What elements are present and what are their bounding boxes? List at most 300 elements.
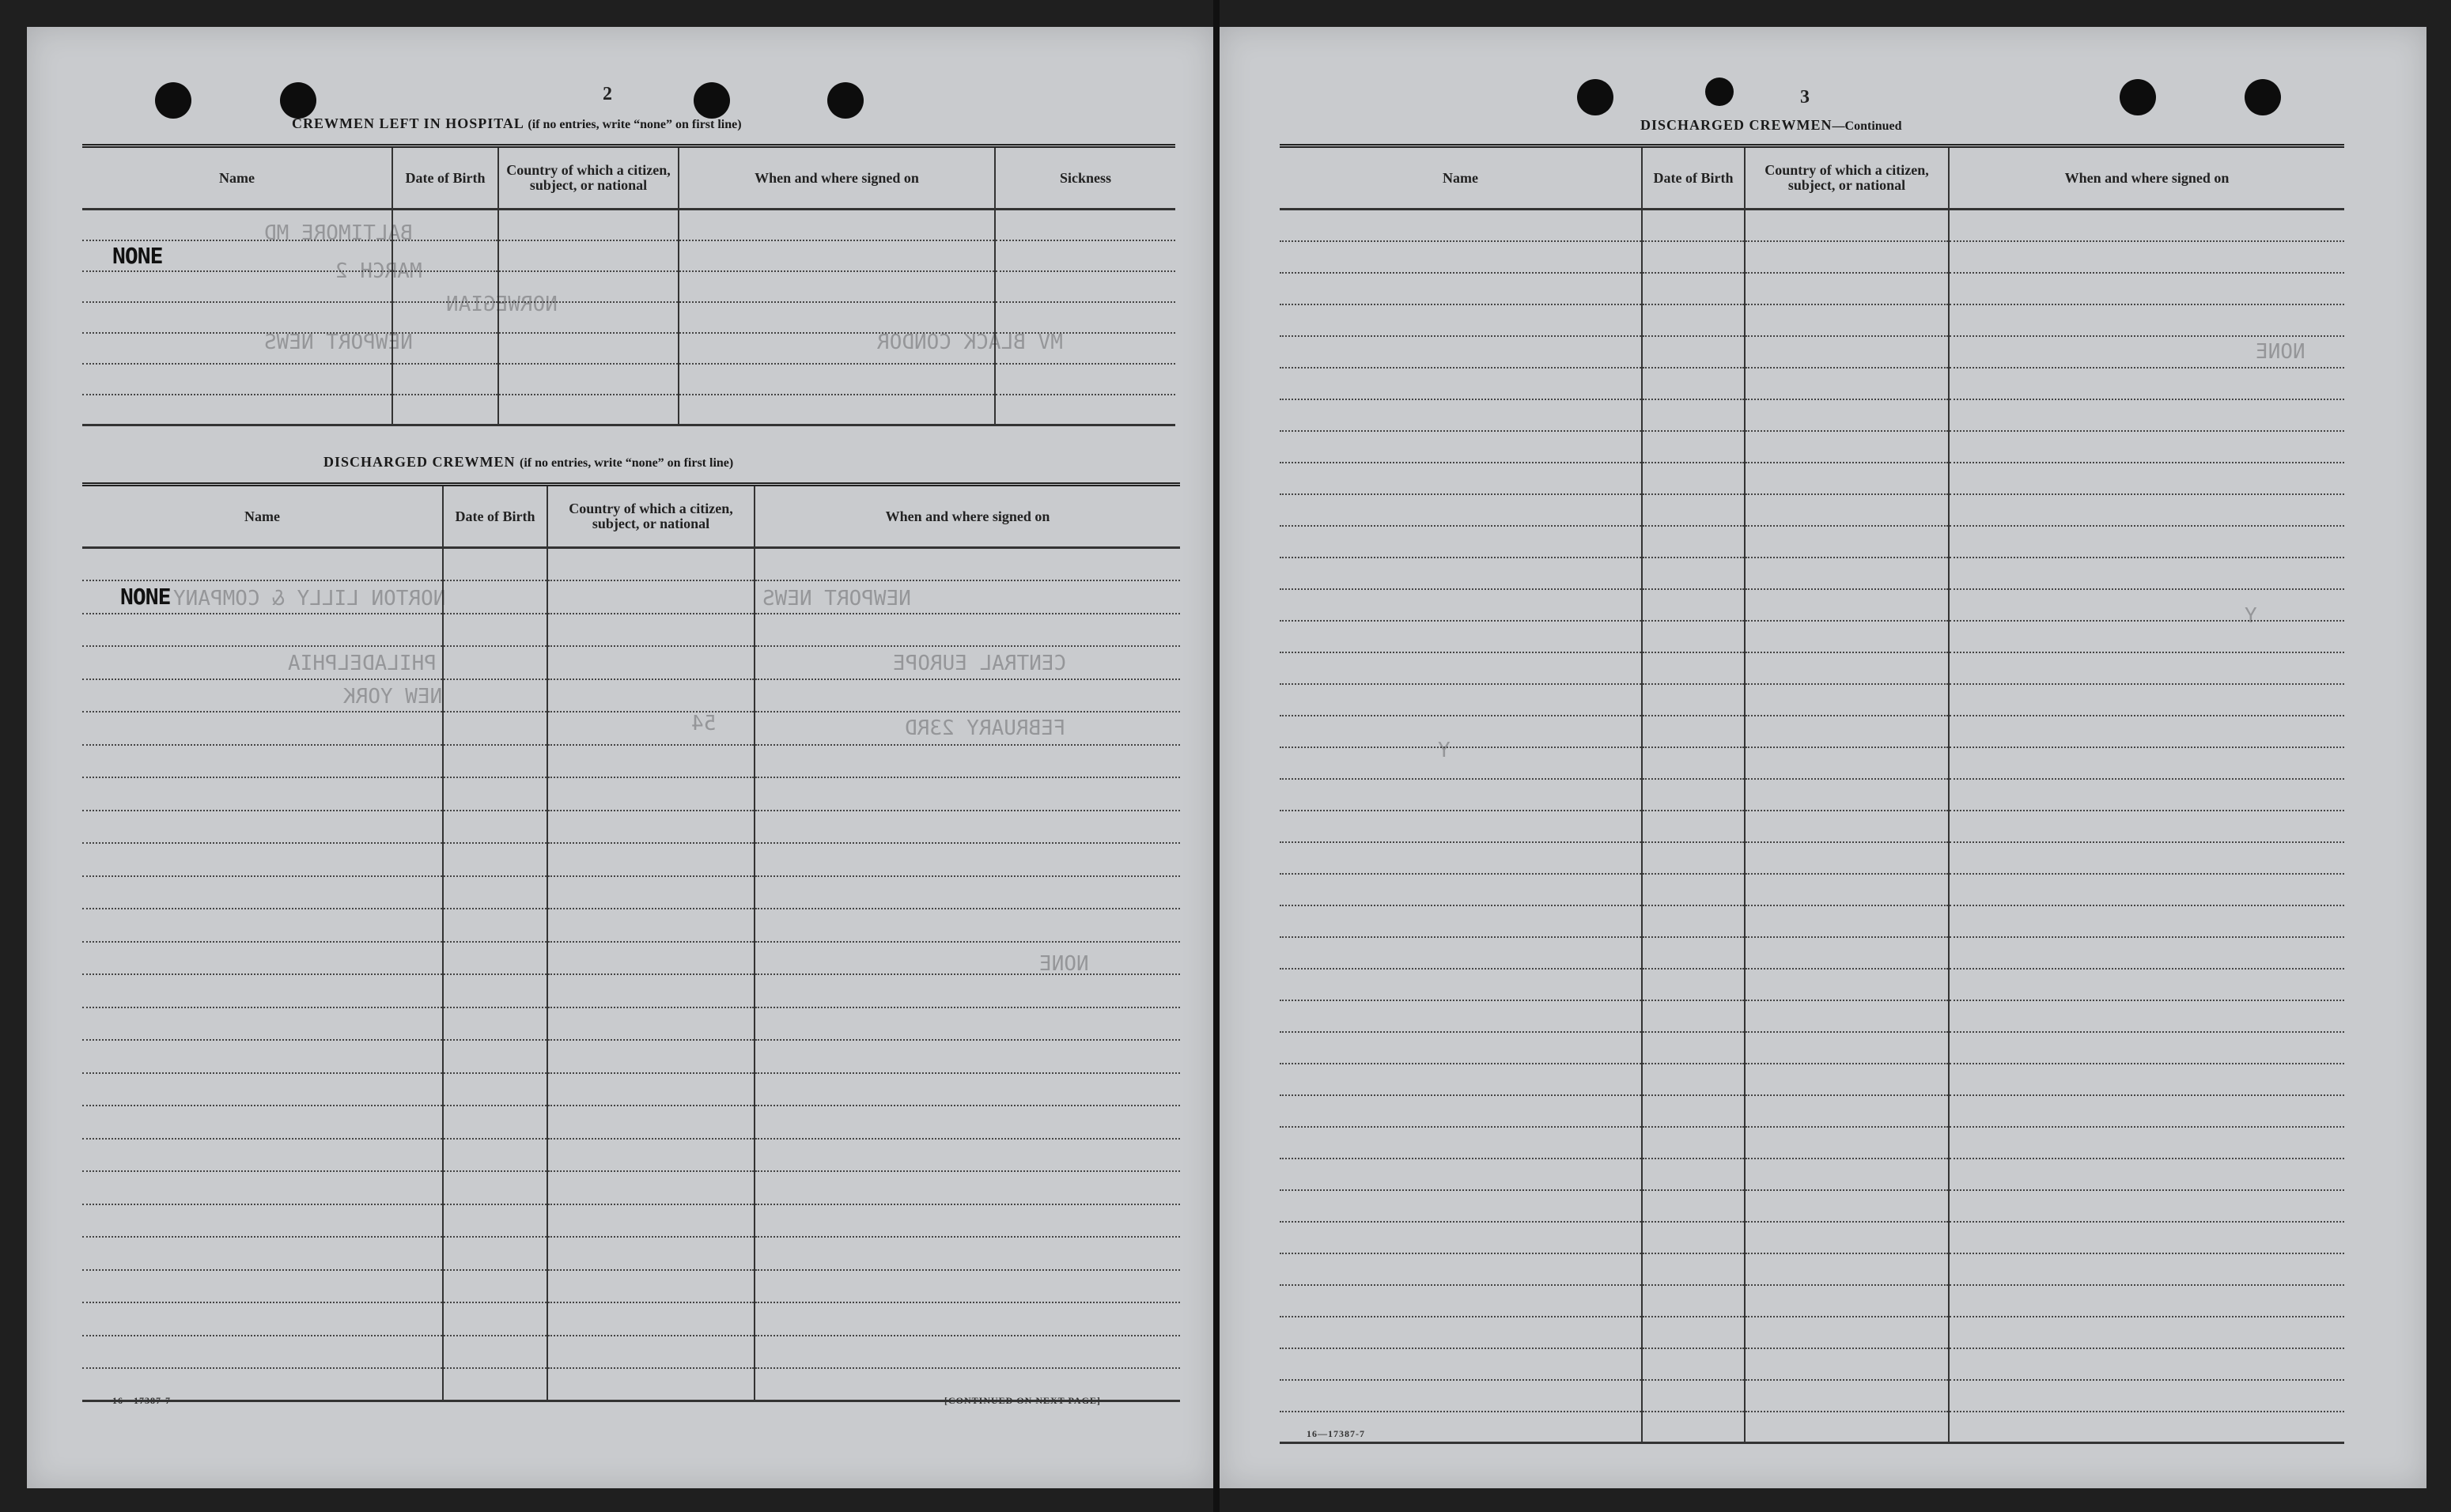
table-row: [82, 302, 1175, 333]
table-cell: [1280, 1317, 1642, 1348]
table-cell: [1949, 1253, 2344, 1285]
bleed-through-text: MV BLACK CONDOR: [877, 331, 1063, 354]
table-row: [82, 1007, 1180, 1041]
table-cell: [679, 302, 995, 333]
table-cell: [1949, 716, 2344, 747]
table-cell: [1949, 1285, 2344, 1317]
table-cell: [1642, 1412, 1745, 1443]
table-row: [82, 1139, 1180, 1172]
table-cell: [755, 1336, 1180, 1369]
discharged-continued-title: DISCHARGED CREWMEN—Continued: [1640, 117, 1902, 133]
table-cell: [755, 1204, 1180, 1238]
table-cell: [547, 843, 755, 876]
table-cell: [1280, 905, 1642, 937]
table-cell: [443, 1171, 547, 1204]
table-cell: [1280, 210, 1642, 241]
punch-hole: [1577, 79, 1613, 115]
table-cell: [1949, 1159, 2344, 1190]
table-cell: [82, 843, 443, 876]
table-cell: [995, 240, 1175, 271]
table-row: [1280, 874, 2344, 905]
table-row: [1280, 399, 2344, 431]
table-cell: [82, 1139, 443, 1172]
table-cell: [443, 1270, 547, 1303]
table-cell: [1280, 1253, 1642, 1285]
table-cell: [1949, 399, 2344, 431]
table-cell: [1949, 463, 2344, 494]
table-cell: [1745, 684, 1949, 716]
table-row: [1280, 1285, 2344, 1317]
table-cell: [547, 1302, 755, 1336]
table-cell: [1280, 368, 1642, 399]
table-cell: [755, 1237, 1180, 1270]
column-header-signed-on: When and where signed on: [755, 485, 1180, 548]
none-entry: NONE: [112, 242, 163, 269]
column-header-sickness: Sickness: [995, 146, 1175, 210]
table-cell: [755, 1270, 1180, 1303]
table-row: [1280, 1412, 2344, 1443]
table-cell: [679, 240, 995, 271]
table-cell: [547, 974, 755, 1007]
table-cell: [1280, 1095, 1642, 1127]
table-cell: [995, 302, 1175, 333]
table-cell: [1745, 1190, 1949, 1222]
table-cell: [1745, 463, 1949, 494]
table-cell: [498, 210, 679, 240]
table-cell: [82, 1302, 443, 1336]
table-cell: [1280, 399, 1642, 431]
table-cell: [1745, 842, 1949, 874]
table-cell: [547, 1270, 755, 1303]
table-cell: [1949, 905, 2344, 937]
table-cell: [1642, 431, 1745, 463]
table-cell: [1642, 1159, 1745, 1190]
table-cell: [1949, 304, 2344, 336]
table-cell: [1280, 1064, 1642, 1095]
table-cell: [1642, 463, 1745, 494]
bleed-through-text: FEBRUARY 23RD: [905, 716, 1066, 740]
table-row: [1280, 1064, 2344, 1095]
continued-note: [CONTINUED ON NEXT PAGE]: [944, 1395, 1101, 1406]
table-cell: [82, 1040, 443, 1073]
table-cell: [1642, 1285, 1745, 1317]
table-cell: [498, 395, 679, 425]
table-cell: [1745, 747, 1949, 779]
table-cell: [1642, 747, 1745, 779]
table-row: [82, 395, 1175, 425]
bleed-through-text: Y: [1438, 739, 1451, 762]
table-cell: [1949, 1412, 2344, 1443]
table-cell: [1745, 652, 1949, 684]
table-cell: [755, 942, 1180, 975]
page-gutter: [1213, 0, 1220, 1512]
table-row: [82, 210, 1175, 240]
table-row: [82, 1106, 1180, 1139]
table-cell: [547, 1204, 755, 1238]
table-cell: [443, 580, 547, 614]
table-cell: [82, 1270, 443, 1303]
table-row: [1280, 621, 2344, 652]
table-cell: [443, 876, 547, 909]
column-header-signed-on: When and where signed on: [1949, 146, 2344, 210]
table-cell: [1280, 842, 1642, 874]
punch-hole: [155, 82, 191, 119]
table-cell: [392, 395, 498, 425]
table-row: [82, 614, 1180, 647]
table-cell: [1642, 874, 1745, 905]
table-cell: [1642, 1222, 1745, 1253]
table-cell: [755, 1106, 1180, 1139]
table-cell: [1280, 1285, 1642, 1317]
table-cell: [547, 777, 755, 811]
hospital-table-body: [82, 210, 1175, 425]
table-cell: [82, 1007, 443, 1041]
punch-hole: [2120, 79, 2156, 115]
table-cell: [1949, 494, 2344, 526]
table-cell: [1642, 399, 1745, 431]
table-cell: [1745, 558, 1949, 589]
table-cell: [1745, 621, 1949, 652]
table-row: [1280, 1095, 2344, 1127]
table-row: [82, 811, 1180, 844]
column-header-signed-on: When and where signed on: [679, 146, 995, 210]
table-cell: [755, 745, 1180, 778]
table-cell: [1949, 558, 2344, 589]
table-cell: [755, 974, 1180, 1007]
table-cell: [1280, 494, 1642, 526]
table-cell: [1745, 273, 1949, 304]
table-cell: [1280, 652, 1642, 684]
bleed-through-text: NEWPORT NEWS: [264, 331, 413, 354]
table-cell: [1642, 1317, 1745, 1348]
table-cell: [1745, 874, 1949, 905]
table-row: [1280, 1222, 2344, 1253]
table-cell: [1642, 1095, 1745, 1127]
table-row: [1280, 811, 2344, 842]
table-cell: [498, 240, 679, 271]
table-cell: [443, 942, 547, 975]
table-row: [1280, 1190, 2344, 1222]
punch-hole: [2245, 79, 2281, 115]
table-cell: [82, 942, 443, 975]
table-cell: [679, 364, 995, 395]
table-row: [82, 271, 1175, 302]
table-cell: [1642, 1127, 1745, 1159]
table-cell: [755, 614, 1180, 647]
table-cell: [443, 1040, 547, 1073]
bleed-through-text: PHILADELPHIA: [288, 652, 437, 675]
table-cell: [1949, 652, 2344, 684]
table-cell: [443, 1237, 547, 1270]
table-cell: [1949, 684, 2344, 716]
table-cell: [443, 712, 547, 745]
table-cell: [1745, 779, 1949, 811]
table-cell: [547, 580, 755, 614]
table-cell: [1949, 621, 2344, 652]
table-row: [82, 909, 1180, 942]
table-cell: [1745, 811, 1949, 842]
table-cell: [1745, 1000, 1949, 1032]
table-cell: [755, 1139, 1180, 1172]
table-cell: [1745, 716, 1949, 747]
table-row: [1280, 526, 2344, 558]
table-cell: [1949, 1190, 2344, 1222]
table-row: [82, 1171, 1180, 1204]
table-cell: [547, 811, 755, 844]
table-cell: [1949, 747, 2344, 779]
table-cell: [1642, 905, 1745, 937]
table-cell: [1280, 1000, 1642, 1032]
table-cell: [1745, 1317, 1949, 1348]
column-header-date-of-birth: Date of Birth: [443, 485, 547, 548]
table-cell: [1642, 811, 1745, 842]
table-cell: [1949, 241, 2344, 273]
table-row: [82, 745, 1180, 778]
table-cell: [443, 679, 547, 713]
table-cell: [547, 548, 755, 581]
table-row: [1280, 652, 2344, 684]
page-number: 3: [1800, 87, 1810, 108]
table-row: [1280, 558, 2344, 589]
table-cell: [1745, 1032, 1949, 1064]
table-cell: [443, 1302, 547, 1336]
table-cell: [82, 395, 392, 425]
table-cell: [1280, 874, 1642, 905]
bleed-through-text: NORTON LILLY & COMPANY: [173, 587, 446, 610]
table-row: [1280, 1348, 2344, 1380]
table-cell: [1280, 1159, 1642, 1190]
table-cell: [1949, 842, 2344, 874]
table-cell: [443, 1007, 547, 1041]
table-cell: [82, 1106, 443, 1139]
table-cell: [1745, 905, 1949, 937]
table-row: [82, 1040, 1180, 1073]
table-cell: [1280, 241, 1642, 273]
table-cell: [443, 745, 547, 778]
discharged-continued-table: [1280, 144, 2344, 1444]
table-cell: [443, 777, 547, 811]
table-row: [1280, 969, 2344, 1000]
table-cell: [1745, 1253, 1949, 1285]
table-cell: [755, 679, 1180, 713]
bleed-through-text: MARCH 2: [335, 259, 422, 283]
table-cell: [1280, 1380, 1642, 1412]
right-page: [1220, 27, 2426, 1488]
table-cell: [1280, 937, 1642, 969]
table-cell: [1745, 1095, 1949, 1127]
column-header-country: Country of which a citizen, subject, or national: [1745, 146, 1949, 210]
table-cell: [1280, 526, 1642, 558]
table-cell: [1745, 494, 1949, 526]
table-cell: [1745, 1222, 1949, 1253]
bleed-through-text: NEWPORT NEWS: [762, 587, 911, 610]
table-row: [1280, 1253, 2344, 1285]
table-cell: [443, 843, 547, 876]
table-cell: [1642, 336, 1745, 368]
table-cell: [1745, 526, 1949, 558]
table-cell: [1280, 1127, 1642, 1159]
table-cell: [1280, 273, 1642, 304]
table-row: [82, 777, 1180, 811]
table-cell: [547, 1237, 755, 1270]
table-cell: [995, 271, 1175, 302]
table-cell: [995, 210, 1175, 240]
table-cell: [547, 876, 755, 909]
table-row: [82, 1302, 1180, 1336]
table-cell: [1745, 969, 1949, 1000]
table-cell: [995, 395, 1175, 425]
table-cell: [755, 1073, 1180, 1106]
table-cell: [1280, 336, 1642, 368]
table-cell: [1280, 463, 1642, 494]
table-cell: [82, 909, 443, 942]
table-row: [82, 1237, 1180, 1270]
table-cell: [755, 548, 1180, 581]
bleed-through-text: 54: [691, 712, 717, 735]
bleed-through-text: NEW YORK: [343, 685, 443, 709]
table-cell: [443, 548, 547, 581]
table-cell: [1949, 1064, 2344, 1095]
table-row: [82, 240, 1175, 271]
column-header-country: Country of which a citizen, subject, or national: [498, 146, 679, 210]
table-cell: [498, 333, 679, 364]
column-header-date-of-birth: Date of Birth: [392, 146, 498, 210]
table-cell: [1642, 1064, 1745, 1095]
table-cell: [498, 364, 679, 395]
table-cell: [1949, 431, 2344, 463]
table-cell: [1949, 1000, 2344, 1032]
table-cell: [755, 1007, 1180, 1041]
table-cell: [443, 1139, 547, 1172]
table-cell: [547, 646, 755, 679]
table-cell: [82, 548, 443, 581]
table-cell: [392, 364, 498, 395]
hospital-table: [82, 144, 1175, 426]
table-row: [1280, 210, 2344, 241]
table-row: [1280, 1317, 2344, 1348]
table-cell: [1280, 716, 1642, 747]
page-number: 2: [603, 84, 612, 104]
table-cell: [1642, 304, 1745, 336]
left-page: [27, 27, 1213, 1488]
table-row: [82, 1073, 1180, 1106]
table-cell: [1745, 1064, 1949, 1095]
table-cell: [1745, 589, 1949, 621]
table-cell: [1949, 1380, 2344, 1412]
table-cell: [1642, 684, 1745, 716]
table-row: [1280, 336, 2344, 368]
table-cell: [679, 210, 995, 240]
table-cell: [1949, 210, 2344, 241]
table-cell: [82, 364, 392, 395]
table-cell: [995, 364, 1175, 395]
discharged-table-body: [82, 548, 1180, 1401]
table-cell: [755, 1040, 1180, 1073]
table-cell: [1949, 811, 2344, 842]
discharged-continued-table-body: [1280, 210, 2344, 1443]
column-header-name: Name: [82, 146, 392, 210]
table-cell: [1642, 494, 1745, 526]
table-cell: [1280, 431, 1642, 463]
table-cell: [1949, 1032, 2344, 1064]
table-cell: [1949, 368, 2344, 399]
table-cell: [1745, 1348, 1949, 1380]
table-row: [82, 548, 1180, 581]
table-cell: [443, 1336, 547, 1369]
table-cell: [547, 1336, 755, 1369]
table-cell: [1949, 526, 2344, 558]
table-cell: [1949, 874, 2344, 905]
punch-hole: [280, 82, 316, 119]
table-cell: [1642, 368, 1745, 399]
table-cell: [1745, 241, 1949, 273]
table-cell: [547, 1007, 755, 1041]
table-cell: [1745, 937, 1949, 969]
table-row: [1280, 1380, 2344, 1412]
table-cell: [1642, 1190, 1745, 1222]
table-cell: [679, 395, 995, 425]
table-row: [82, 679, 1180, 713]
table-row: [1280, 1032, 2344, 1064]
table-cell: [1949, 937, 2344, 969]
table-cell: [1949, 273, 2344, 304]
table-cell: [1745, 1412, 1949, 1443]
table-cell: [1949, 1317, 2344, 1348]
table-cell: [443, 1204, 547, 1238]
discharged-section-title: DISCHARGED CREWMEN (if no entries, write “none” on first line): [323, 454, 734, 470]
table-cell: [1642, 779, 1745, 811]
table-row: [82, 974, 1180, 1007]
table-cell: [547, 614, 755, 647]
table-cell: [547, 1368, 755, 1401]
table-cell: [1280, 558, 1642, 589]
table-cell: [1642, 1032, 1745, 1064]
table-cell: [443, 909, 547, 942]
table-cell: [1745, 1380, 1949, 1412]
punch-hole: [827, 82, 864, 119]
table-cell: [82, 302, 392, 333]
table-cell: [443, 1368, 547, 1401]
column-header-date-of-birth: Date of Birth: [1642, 146, 1745, 210]
table-cell: [443, 1106, 547, 1139]
table-cell: [1949, 589, 2344, 621]
table-row: [1280, 1127, 2344, 1159]
table-cell: [82, 712, 443, 745]
table-row: [1280, 463, 2344, 494]
table-cell: [1642, 526, 1745, 558]
table-cell: [443, 974, 547, 1007]
column-header-name: Name: [1280, 146, 1642, 210]
table-cell: [1280, 747, 1642, 779]
table-cell: [1745, 1127, 1949, 1159]
table-cell: [82, 1073, 443, 1106]
table-row: [1280, 905, 2344, 937]
table-cell: [755, 876, 1180, 909]
hospital-section-title: CREWMEN LEFT IN HOSPITAL (if no entries, write “none” on first line): [292, 115, 742, 131]
table-cell: [82, 1204, 443, 1238]
table-cell: [1642, 1348, 1745, 1380]
table-cell: [82, 974, 443, 1007]
table-cell: [1745, 336, 1949, 368]
form-number: 16—17387-7: [112, 1395, 171, 1406]
table-cell: [82, 876, 443, 909]
table-cell: [82, 614, 443, 647]
table-cell: [443, 1073, 547, 1106]
table-cell: [1745, 210, 1949, 241]
column-header-name: Name: [82, 485, 443, 548]
punch-hole: [1705, 77, 1734, 106]
table-cell: [443, 614, 547, 647]
